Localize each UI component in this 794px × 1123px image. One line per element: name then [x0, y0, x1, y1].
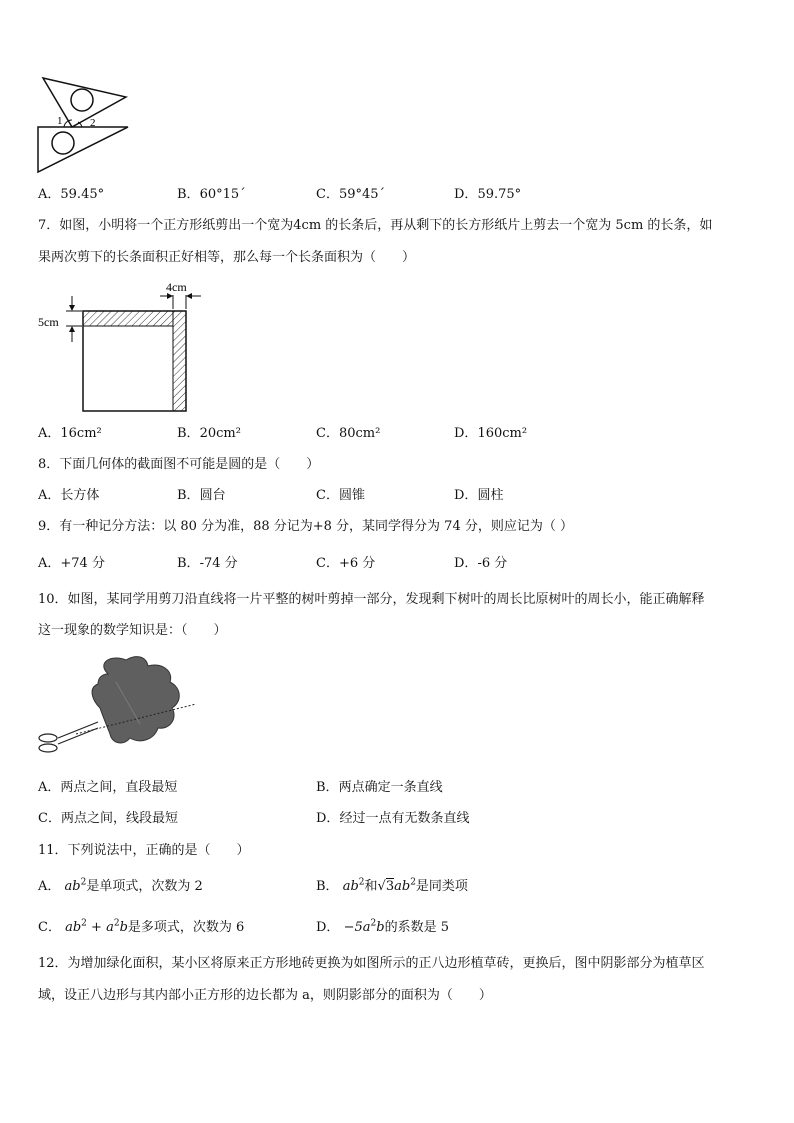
- upper-hole: [71, 89, 93, 111]
- q7-option-a[interactable]: A．16cm²: [38, 426, 102, 441]
- lower-hole: [52, 132, 74, 154]
- width-label: 4cm: [166, 280, 187, 294]
- q6-option-d[interactable]: D．59.75°: [454, 187, 522, 202]
- q12-stem-line1: 12．为增加绿化面积，某小区将原来正方形地砖更换为如图所示的正八边形植草砖，更换后，图中阴影部分为植草区: [38, 956, 705, 971]
- q11-option-d[interactable]: D． $-5a^2b$的系数是 5: [316, 918, 449, 935]
- cut-strip-4cm: [173, 311, 186, 411]
- leaf-shape: [92, 657, 179, 743]
- sqrt-symbol: √: [377, 879, 386, 894]
- q6-option-b[interactable]: B．60°15´: [177, 187, 246, 202]
- q9-option-b[interactable]: B．-74 分: [177, 556, 238, 571]
- q10-option-c[interactable]: C．两点之间，线段最短: [38, 811, 178, 826]
- q10-stem-line1: 10．如图，某同学用剪刀沿直线将一片平整的树叶剪掉一部分，发现剩下树叶的周长比原树叶的周长小，能正确解释: [38, 592, 705, 607]
- lower-triangle: [38, 127, 128, 172]
- q10-option-b[interactable]: B．两点确定一条直线: [316, 780, 443, 795]
- cut-strip-5cm: [83, 311, 173, 326]
- q8-option-b[interactable]: B．圆台: [177, 488, 226, 503]
- height-label: 5cm: [38, 315, 59, 329]
- q11-option-a[interactable]: A． $ab^2$是单项式，次数为 2: [38, 877, 203, 894]
- q8-option-c[interactable]: C．圆锥: [316, 488, 365, 503]
- set-squares-figure: [36, 76, 132, 180]
- paper-strip-figure: [36, 280, 206, 414]
- q7-option-c[interactable]: C．80cm²: [316, 426, 381, 441]
- q12-stem-line2: 域，设正八边形与其内部小正方形的边长都为 a，则阴影部分的面积为（ ）: [38, 988, 492, 1003]
- q6-option-a[interactable]: A．59.45°: [38, 187, 105, 202]
- scissors-icon: [39, 722, 98, 752]
- q8-option-a[interactable]: A．长方体: [38, 488, 100, 503]
- q9-option-d[interactable]: D．-6 分: [454, 556, 508, 571]
- q9-option-a[interactable]: A．+74 分: [38, 556, 105, 571]
- angle-2-label: 2: [90, 117, 96, 129]
- q6-option-c[interactable]: C．59°45´: [316, 187, 386, 202]
- q10-option-a[interactable]: A．两点之间，直段最短: [38, 780, 178, 795]
- q11-option-c[interactable]: C． $ab^2 + a^2b$是多项式，次数为 6: [38, 918, 245, 935]
- q9-stem: 9．有一种记分方法：以 80 分为准，88 分记为+8 分，某同学得分为 74 分，则应记为（ ）: [38, 519, 573, 534]
- q7-stem-line1: 7．如图，小明将一个正方形纸剪出一个宽为4cm 的长条后，再从剩下的长方形纸片上剪去一个宽为 5cm 的长条，如: [38, 218, 713, 233]
- q7-option-d[interactable]: D．160cm²: [454, 426, 528, 441]
- q8-stem: 8．下面几何体的截面图不可能是圆的是（ ）: [38, 457, 320, 472]
- upper-triangle: [43, 78, 126, 127]
- q7-stem-line2: 果两次剪下的长条面积正好相等，那么每一个长条面积为（ ）: [38, 250, 416, 265]
- q8-option-d[interactable]: D．圆柱: [454, 488, 504, 503]
- q9-option-c[interactable]: C．+6 分: [316, 556, 376, 571]
- q10-stem-line2: 这一现象的数学知识是：（ ）: [38, 623, 227, 638]
- angle-1-label: 1: [57, 115, 63, 127]
- q11-option-b[interactable]: B． $ab^2$和$√3ab^2$是同类项: [316, 877, 468, 894]
- leaf-scissors-figure: [36, 652, 201, 762]
- q11-stem: 11．下列说法中，正确的是（ ）: [38, 843, 250, 858]
- q10-option-d[interactable]: D．经过一点有无数条直线: [316, 811, 470, 826]
- q7-option-b[interactable]: B．20cm²: [177, 426, 241, 441]
